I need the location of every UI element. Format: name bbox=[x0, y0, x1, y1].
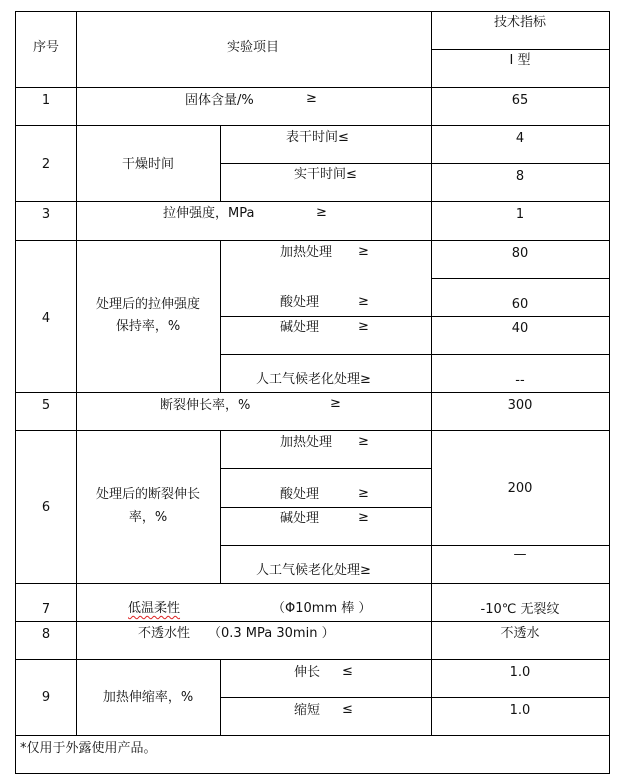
row-subitem: 碱处理 bbox=[280, 511, 320, 526]
row-no: 9 bbox=[41, 690, 51, 705]
row-no: 4 bbox=[41, 311, 51, 326]
row-item: 加热伸缩率，% bbox=[102, 690, 194, 705]
footnote: *仅用于外露使用产品。 bbox=[20, 741, 157, 756]
row-operator: ≥ bbox=[358, 319, 369, 334]
table-rule bbox=[15, 87, 610, 88]
row-subitem: 实干时间≤ bbox=[294, 167, 357, 182]
table-rule bbox=[431, 11, 432, 735]
row-operator: ≥ bbox=[358, 486, 369, 501]
row-value: 200 bbox=[507, 481, 533, 496]
row-item: 保持率，% bbox=[115, 319, 181, 334]
row-value: 300 bbox=[507, 398, 533, 413]
row-no: 8 bbox=[41, 627, 51, 642]
row-subitem: 人工气候老化处理≥ bbox=[256, 563, 371, 578]
row-operator: ≤ bbox=[342, 702, 353, 717]
row-value: 65 bbox=[511, 93, 529, 108]
table-rule bbox=[220, 659, 221, 735]
table-rule bbox=[220, 125, 221, 201]
row-value: -10℃ 无裂纹 bbox=[480, 602, 560, 617]
table-rule bbox=[15, 125, 610, 126]
header-type: I 型 bbox=[509, 53, 531, 68]
row-value: 40 bbox=[511, 321, 529, 336]
table-rule bbox=[15, 583, 610, 584]
row-value: 4 bbox=[515, 131, 525, 146]
table-rule bbox=[15, 392, 610, 393]
table-rule bbox=[220, 507, 431, 508]
row-item: 处理后的断裂伸长 bbox=[95, 487, 201, 502]
row-no: 5 bbox=[41, 398, 51, 413]
row-operator: ≥ bbox=[316, 205, 327, 220]
row-subitem: 缩短 bbox=[294, 703, 321, 718]
row-item: 断裂伸长率，% bbox=[160, 398, 251, 413]
table-rule bbox=[15, 201, 610, 202]
row-detail: （Φ10mm 棒 ） bbox=[272, 601, 372, 616]
table-rule bbox=[220, 354, 610, 355]
row-operator: ≥ bbox=[330, 396, 341, 411]
table-rule bbox=[76, 11, 77, 735]
row-value: -- bbox=[515, 373, 525, 388]
table-rule bbox=[15, 621, 610, 622]
table-rule bbox=[220, 430, 221, 583]
table-rule bbox=[220, 316, 610, 317]
row-operator: ≥ bbox=[358, 510, 369, 525]
row-operator: ≥ bbox=[358, 294, 369, 309]
row-item: 干燥时间 bbox=[121, 157, 175, 172]
row-subitem: 加热处理 bbox=[280, 245, 333, 260]
row-subitem: 人工气候老化处理≥ bbox=[256, 372, 371, 387]
row-detail: （0.3 MPa 30min ） bbox=[208, 626, 335, 641]
row-item: 率，% bbox=[128, 510, 168, 525]
row-value: 不透水 bbox=[500, 626, 540, 641]
row-no: 2 bbox=[41, 157, 51, 172]
table-rule bbox=[220, 697, 610, 698]
table-rule bbox=[15, 659, 610, 660]
row-no: 3 bbox=[41, 207, 51, 222]
row-no: 1 bbox=[41, 93, 51, 108]
header-no: 序号 bbox=[32, 40, 60, 55]
table-rule bbox=[220, 240, 221, 392]
table-rule bbox=[431, 49, 610, 50]
table-rule bbox=[15, 430, 610, 431]
table-rule bbox=[609, 11, 610, 774]
row-item: 拉伸强度，MPa bbox=[163, 206, 255, 221]
row-operator: ≤ bbox=[342, 664, 353, 679]
row-value: 1 bbox=[515, 207, 525, 222]
table-rule bbox=[15, 773, 610, 774]
row-value: 60 bbox=[511, 297, 529, 312]
row-subitem: 表干时间≤ bbox=[286, 130, 349, 145]
row-subitem: 酸处理 bbox=[280, 295, 320, 310]
row-item: 固体含量/% bbox=[185, 93, 254, 108]
table-rule bbox=[15, 735, 610, 736]
table-rule bbox=[15, 11, 610, 12]
row-operator: ≥ bbox=[306, 91, 317, 106]
row-item: 处理后的拉伸强度 bbox=[95, 297, 201, 312]
row-value: 8 bbox=[515, 169, 525, 184]
table-rule bbox=[220, 468, 431, 469]
row-value: 80 bbox=[511, 246, 529, 261]
header-item: 实验项目 bbox=[226, 40, 280, 55]
row-subitem: 酸处理 bbox=[280, 487, 320, 502]
row-no: 6 bbox=[41, 500, 51, 515]
row-subitem: 伸长 bbox=[294, 665, 321, 680]
table-rule bbox=[220, 163, 610, 164]
table-rule bbox=[431, 278, 610, 279]
table-rule bbox=[220, 545, 610, 546]
row-subitem: 加热处理 bbox=[280, 435, 333, 450]
row-subitem: 碱处理 bbox=[280, 320, 320, 335]
row-operator: ≥ bbox=[358, 244, 369, 259]
row-item: 低温柔性 bbox=[128, 601, 181, 616]
row-value: 1.0 bbox=[509, 703, 531, 718]
row-no: 7 bbox=[41, 602, 51, 617]
row-value: 1.0 bbox=[509, 665, 531, 680]
row-item: 不透水性 bbox=[138, 626, 191, 641]
table-rule bbox=[15, 11, 16, 774]
header-spec: 技术指标 bbox=[493, 15, 547, 30]
table-rule bbox=[15, 240, 610, 241]
row-value: — bbox=[513, 547, 527, 562]
row-operator: ≥ bbox=[358, 434, 369, 449]
